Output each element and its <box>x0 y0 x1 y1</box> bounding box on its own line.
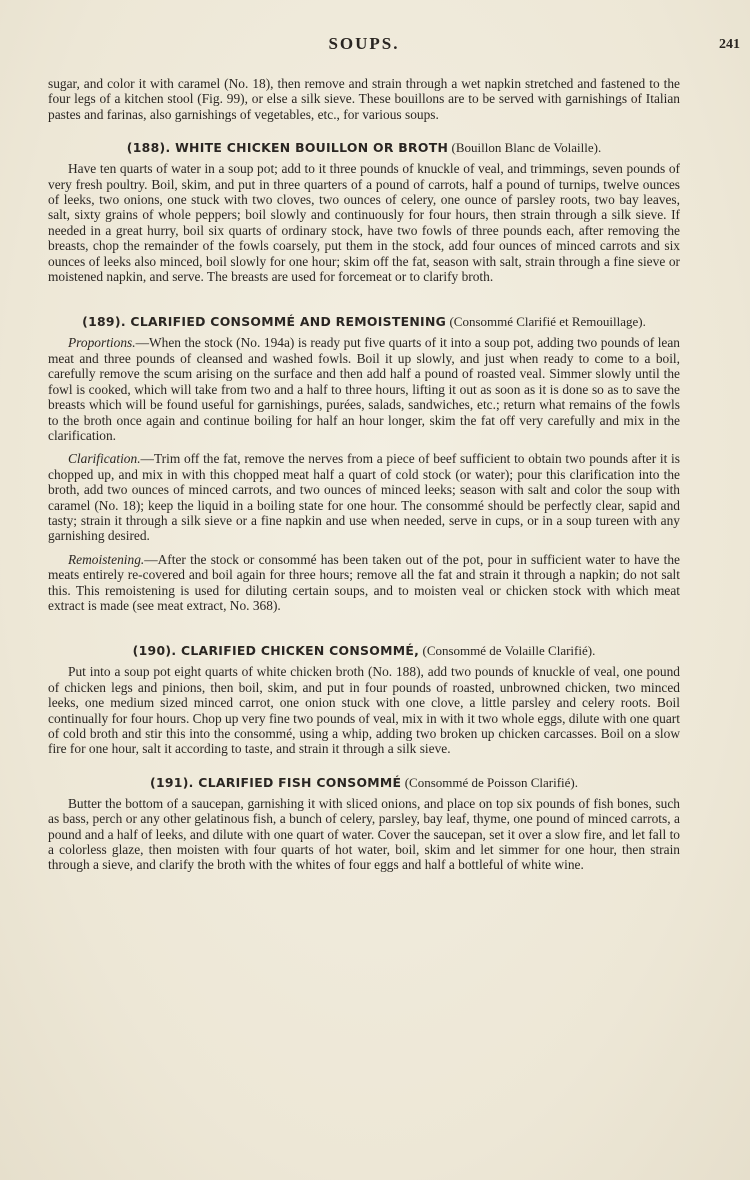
recipe-189-clarification <box>48 451 680 543</box>
recipe-191-french-title: (Consommé de Poisson Clarifié). <box>404 774 579 790</box>
recipe-191-heading <box>48 775 680 791</box>
remoistening-text: —After the stock or consommé has been taken out of the pot, pour in sufficient water to have the meats entirely re-covered and boil again for three hours; remove all the fat and strain it through a napkin; do not salt this. This remoistening is used for diluting certain soups, and to moisten veal or chicken stock with which meat extract is made (see meat extract, No. 368). <box>48 551 680 613</box>
remoistening-label: Remoistening. <box>68 551 145 567</box>
recipe-188-heading <box>48 140 680 156</box>
recipe-188-paragraph: Have ten quarts of water in a soup pot; add to it three pounds of knuckle of veal, and trimmings, seven pounds of very fresh poultry. Boil, skim, and put in three quarters of a pound of carrots, half a pound of turnips, twelve ounces of leeks, two onions, one stuck with two cloves, two ounces of celery, one ounce of parsley roots, two bay leaves, salt, sixty grains of whole peppers; boil slowly and continuously for four hours, then strain through a silk sieve. If needed in a great hurry, boil six quarts of ordinary stock, have two fowls of three pounds each, after removing the breasts, chop the remainder of the fowls coarsely, put them in the stock, add four ounces of minced carrots and six ounces of leeks also minced, boil slowly for one hour; skim off the fat, season with salt, strain through a fine sieve or moistened napkin, and serve. The breasts are used for forcemeat or to clarify broth. <box>48 161 680 285</box>
proportions-text: —When the stock (No. 194a) is ready put five quarts of it into a soup pot, adding two pounds of lean meat and three pounds of cleansed and washed fowls. Boil it up slowly, and just when ready to come to a boil, carefully remove the scum arising on the surface and then add half a pound of roasted veal. Simmer slowly until the fowl is cooked, which will take from two and a half to three hours, lifting it out as soon as it is done so as to save the breasts which will be found useful for garnishings, purées, salads, sandwiches, etc.; return what remains of the fowls to the broth once again and continue boiling for half an hour longer, skim the fat off very carefully and mix in the clarification. <box>48 335 680 443</box>
page-number: 241 <box>719 37 740 52</box>
recipe-190-paragraph: Put into a soup pot eight quarts of white chicken broth (No. 188), add two pounds of knuckle of veal, one pound of chicken legs and pinions, then boil, skim, and put in four pounds of roasted, unbrowned chicken, two minced leeks, one medium sized minced carrot, one onion stuck with one clove, a little parsley and celery roots. Boil continually for four hours. Chop up very fine two pounds of veal, mix in with it two whole eggs, dilute with one quart of cold broth and stir this into the consommé, using a whip, adding two broken up chicken carcasses. Boil on a slow fire for one hour, salt it according to taste, and strain it through a silk sieve. <box>48 664 680 757</box>
running-title: SOUPS. <box>328 34 400 53</box>
recipe-190-french-title: (Consommé de Volaille Clarifié). <box>422 643 596 659</box>
recipe-191-title: (191). CLARIFIED FISH CONSOMMÉ <box>149 774 402 790</box>
recipe-191-paragraph: Butter the bottom of a saucepan, garnishing it with sliced onions, and place on top six pounds of fish bones, such as bass, perch or any other gelatinous fish, a bunch of celery, parsley, bay leaf, thyme, one pound of minced carrots, a pound and a half of leeks, and dilute with one quart of water. Cover the saucepan, set it over a slow fire, and let fall to a colorless glaze, then moisten with four quarts of hot water, boil, skim and let simmer for one hour, then strain through a sieve, and clarify the broth with the whites of four eggs and half a bottleful of white wine. <box>48 795 680 873</box>
recipe-189-title: (189). CLARIFIED CONSOMMÉ AND REMOISTENING <box>82 314 447 330</box>
recipe-189-proportions <box>48 335 680 443</box>
recipe-189-french-title: (Consommé Clarifié et Remouillage). <box>449 314 646 330</box>
proportions-label: Proportions. <box>68 335 136 351</box>
intro-paragraph: sugar, and color it with caramel (No. 18), then remove and strain through a wet napkin stretched and fastened to the four legs of a kitchen stool (Fig. 99), or else a silk sieve. These bouillons are to be served with garnishings of Italian pastes and farinas, also garnishings of vegetables, etc., for various soups. <box>48 76 680 122</box>
clarification-label: Clarification. <box>68 451 141 467</box>
running-header <box>48 34 740 76</box>
recipe-189-heading <box>48 314 680 330</box>
clarification-text: —Trim off the fat, remove the nerves from a piece of beef sufficient to obtain two pounds after it is chopped up, and mix in with this chopped meat half a quart of cold stock (or water); pour this clarification into the broth, add two ounces of minced carrots, and two ounces of minced leeks; season with salt and color the soup with caramel (No. 18); keep the liquid in a boiling state for one hour. The consommé should be perfectly clear, sapid and tasty; strain it through a silk sieve or a fine napkin and use when needed, serve in cups, or in a soup tureen with any garnishing desired. <box>48 451 680 544</box>
recipe-188-french-title: (Bouillon Blanc de Volaille). <box>451 140 602 156</box>
recipe-188-title: (188). WHITE CHICKEN BOUILLON OR BROTH <box>126 140 449 156</box>
recipe-189-remoistening <box>48 552 680 614</box>
recipe-190-heading <box>48 643 680 659</box>
recipe-190-title: (190). CLARIFIED CHICKEN CONSOMMÉ, <box>132 643 420 659</box>
